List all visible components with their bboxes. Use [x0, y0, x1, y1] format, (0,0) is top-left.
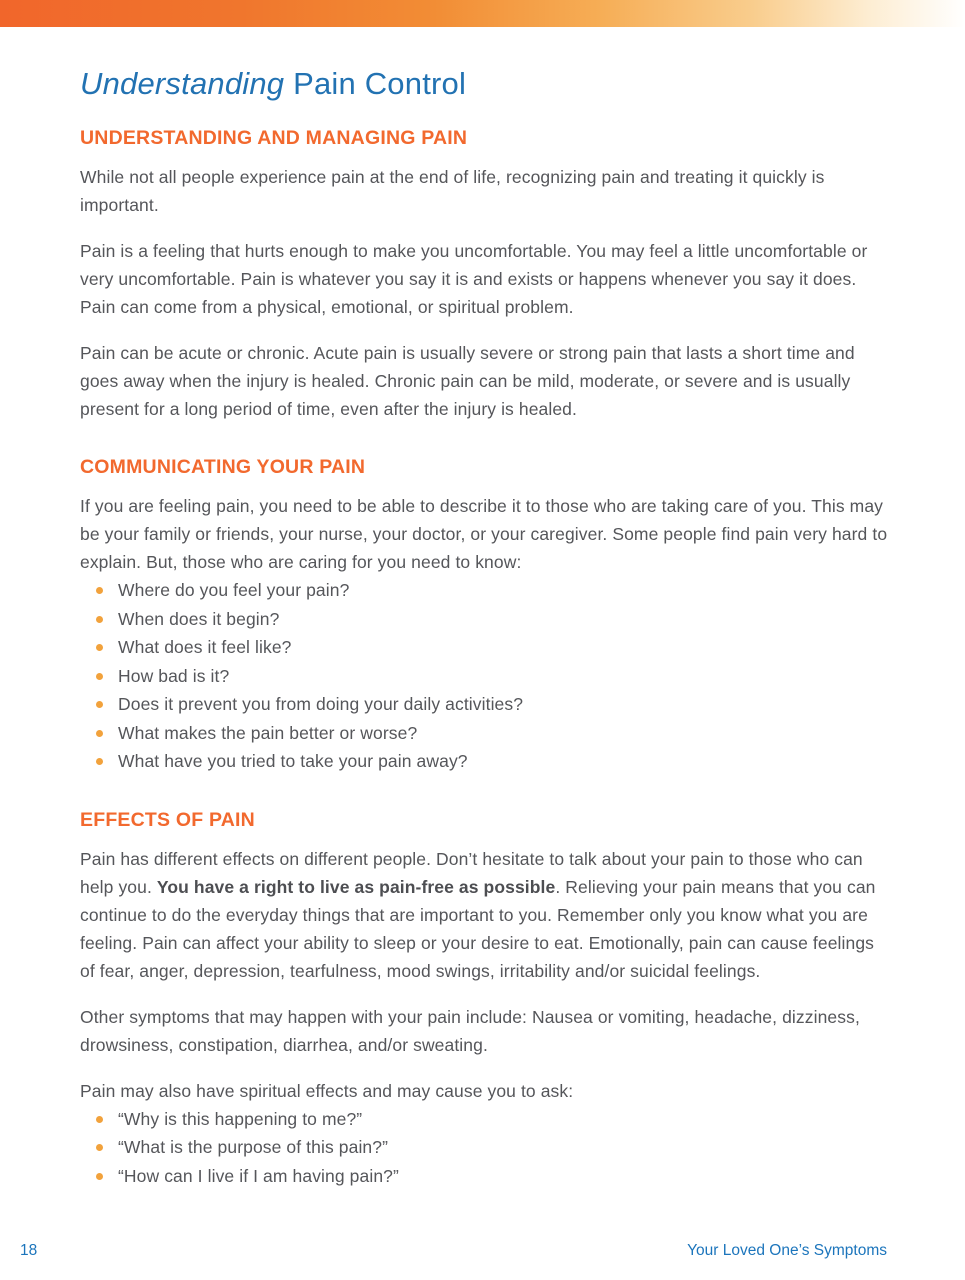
bullet-icon [96, 1116, 103, 1123]
list-item-text: “How can I live if I am having pain?” [118, 1165, 399, 1186]
paragraph: Pain may also have spiritual effects and may cause you to ask: [80, 1080, 574, 1101]
list-item [80, 576, 888, 605]
list-item [80, 1133, 888, 1162]
list-item-text: What have you tried to take your pain away? [118, 751, 468, 771]
bullet-icon [96, 701, 103, 708]
list-item [80, 662, 888, 691]
page-footer [20, 1242, 887, 1260]
footer-section-title: Your Loved One’s Symptoms [687, 1242, 887, 1259]
list-item [80, 719, 888, 748]
list-item [80, 690, 888, 719]
section-heading-communicating: COMMUNICATING YOUR PAIN [80, 456, 366, 478]
list-item [80, 605, 888, 634]
paragraph: Pain is a feeling that hurts enough to make you uncomfortable. You may feel a little uncomfortable or very uncomfortable. Pain is whatever you say it is and exists or happens whenever you say it does. Pain can come from a physical, emotional, or spiritual problem. [80, 241, 868, 317]
page-title-regular: Pain Control [284, 66, 467, 101]
page-title-italic: Understanding [80, 66, 285, 101]
page-title [80, 66, 888, 102]
list-item-text: “Why is this happening to me?” [118, 1108, 363, 1129]
bullet-icon [96, 616, 103, 623]
bullet-icon [96, 1144, 103, 1151]
paragraph: Other symptoms that may happen with your pain include: Nausea or vomiting, headache, dizziness, drowsiness, constipation, diarrhea, and/or sweating. [80, 1006, 860, 1055]
list-item-text: What does it feel like? [118, 637, 292, 657]
paragraph: If you are feeling pain, you need to be able to describe it to those who are taking care of you. This may be your family or friends, your nurse, your doctor, or your caregiver. Some people find pain very hard to explain. But, those who are caring for you need to know: [80, 496, 888, 572]
paragraph: Pain can be acute or chronic. Acute pain is usually severe or strong pain that lasts a short time and goes away when the injury is healed. Chronic pain can be mild, moderate, or severe and is usually present for a long period of time, even after the injury is healed. [80, 343, 855, 419]
bullet-icon [96, 1173, 103, 1180]
list-item-text: Where do you feel your pain? [118, 580, 350, 600]
list-item [80, 633, 888, 662]
bullet-icon [96, 730, 103, 737]
paragraph-text: Pain has different effects on different people. Don’t hesitate to talk about your pain to those who can help you. [80, 848, 863, 897]
section-heading-understanding: UNDERSTANDING AND MANAGING PAIN [80, 127, 468, 149]
list-item-text: What makes the pain better or worse? [118, 722, 418, 743]
list-item-text: Does it prevent you from doing your daily activities? [118, 694, 524, 714]
bullet-icon [96, 587, 103, 594]
list-item-text: “What is the purpose of this pain?” [118, 1137, 389, 1157]
list-item [80, 1105, 888, 1134]
page-content [80, 27, 888, 1208]
list-item [80, 1162, 888, 1191]
section-heading-effects: EFFECTS OF PAIN [80, 808, 255, 831]
paragraph: While not all people experience pain at the end of life, recognizing pain and treating it quickly is important. [80, 167, 825, 215]
spiritual-questions-list [80, 1105, 888, 1191]
bold-phrase: You have a right to live as pain-free as possible [156, 876, 556, 897]
bullet-icon [96, 758, 103, 765]
list-item-text: How bad is it? [118, 665, 230, 686]
page-number: 18 [20, 1242, 38, 1259]
bullet-icon [96, 644, 103, 651]
paragraph-text: . Relieving your pain means that you can continue to do the everyday things that are important to you. Remember only you know what you are feeling. Pain can affect your ability to sleep or your desire to eat. Emotionally, pain can cause feelings of fear, anger, depression, tearfulness, mood swings, irritability and/or suicidal feelings. [80, 876, 876, 981]
header-gradient-bar [0, 0, 965, 27]
paragraph-with-bold [80, 845, 888, 985]
bullet-icon [96, 673, 103, 680]
pain-questions-list [80, 576, 888, 776]
list-item-text: When does it begin? [118, 608, 280, 629]
list-item [80, 747, 888, 776]
